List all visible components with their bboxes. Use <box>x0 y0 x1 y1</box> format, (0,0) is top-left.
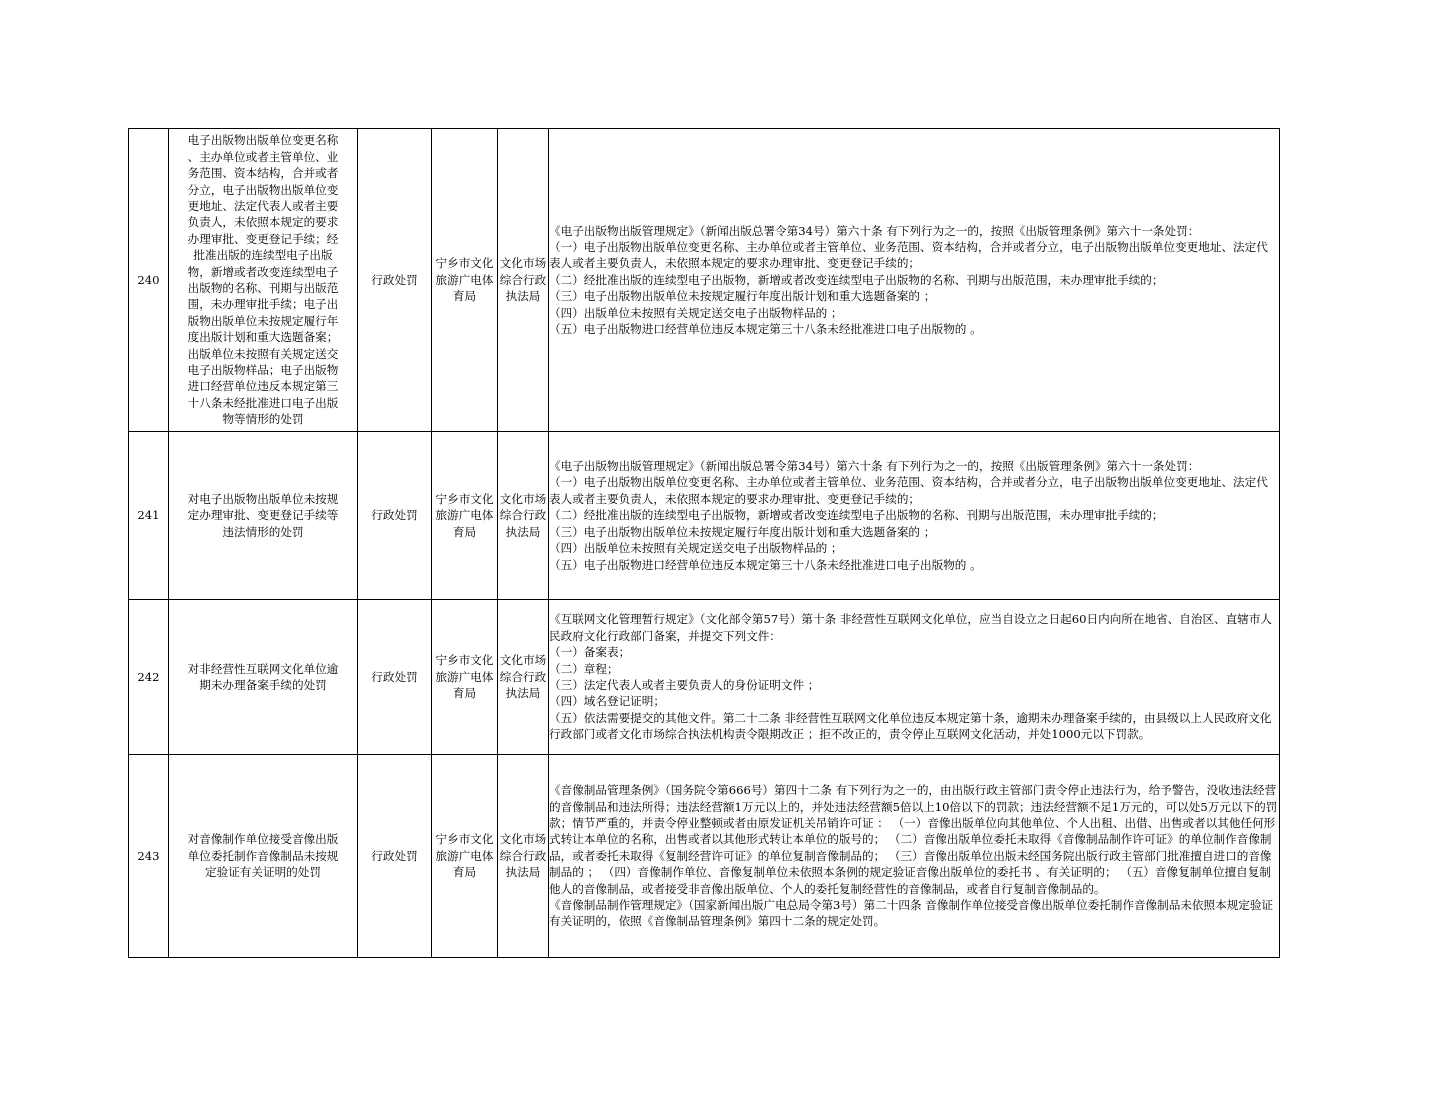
item-name-line: 期未办理备案手续的处罚 <box>199 678 327 692</box>
item-name-line: 对音像制作单位接受音像出版 <box>187 832 339 847</box>
item-name-line: 版物出版单位未按规定履行年 <box>187 313 339 328</box>
enforcement-agency: 文化市场综合行政执法局 <box>498 600 549 755</box>
item-name-line: 进口经营单位违反本规定第三 <box>187 379 339 394</box>
item-name-line: 办理审批、变更登记手续；经 <box>187 231 339 246</box>
legal-basis-paragraph: 《电子出版物出版管理规定》（新闻出版总署令第34号）第六十条 有下列行为之一的，按照《出版管理条例》第六十一条处罚： <box>549 459 1200 474</box>
legal-basis <box>549 432 1280 600</box>
legal-basis-paragraph: （三）电子出版物出版单位未按规定履行年度出版计划和重大选题备案的 ； <box>549 289 936 304</box>
power-type: 行政处罚 <box>358 600 432 755</box>
penalty-table <box>128 128 1280 958</box>
table-row <box>129 600 1280 755</box>
item-name-line: 定验证有关证明的处罚 <box>205 865 321 880</box>
item-name-line: 电子出版物出版单位变更名称 <box>187 133 339 148</box>
responsible-department: 宁乡市文化旅游广电体育局 <box>432 432 498 600</box>
enforcement-agency: 文化市场综合行政执法局 <box>498 755 549 958</box>
legal-basis <box>549 755 1280 958</box>
item-name-line: 负责人，未依照本规定的要求 <box>187 215 339 230</box>
item-name-line: 批准出版的连续型电子出版 <box>193 248 333 263</box>
table-row <box>129 432 1280 600</box>
legal-basis-paragraph: 《互联网文化管理暂行规定》（文化部令第57号）第十条 非经营性互联网文化单位，应当自设立之日起60日内向所在地省、自治区、直辖市人民政府文化行政部门备案，并提交下列文件： <box>549 612 1273 643</box>
legal-basis-paragraph: （四）域名登记证明； <box>549 694 665 709</box>
item-name-line: 定办理审批、变更登记手续等 <box>187 508 339 523</box>
legal-basis-paragraph: （四）出版单位未按照有关规定送交电子出版物样品的 ； <box>549 305 843 320</box>
row-number: 243 <box>129 755 169 958</box>
enforcement-agency: 文化市场综合行政执法局 <box>498 129 549 432</box>
legal-basis-paragraph: （五）电子出版物进口经营单位违反本规定第三十八条未经批准进口电子出版物的 。 <box>549 322 982 337</box>
item-name-line: 度出版计划和重大选题备案； <box>187 330 339 345</box>
item-name-line: 十八条未经批准进口电子出版 <box>187 395 339 410</box>
legal-basis-paragraph: （一）电子出版物出版单位变更名称、主办单位或者主管单位、业务范围、资本结构，合并或者分立，电子出版物出版单位变更地址、法定代表人或者主要负责人，未依照本规定的要求办理审批、变更登记手续的； <box>549 475 1268 506</box>
legal-basis-paragraph: （四）出版单位未按照有关规定送交电子出版物样品的 ； <box>549 541 843 556</box>
power-type: 行政处罚 <box>358 129 432 432</box>
legal-basis-paragraph: （三）电子出版物出版单位未按规定履行年度出版计划和重大选题备案的 ； <box>549 524 936 539</box>
item-name-line: 对电子出版物出版单位未按规 <box>187 491 339 506</box>
legal-basis-paragraph: （二）章程； <box>549 661 619 676</box>
legal-basis-paragraph: （二）经批准出版的连续型电子出版物，新增或者改变连续型电子出版物的名称、刊期与出版范围，未办理审批手续的； <box>549 508 1164 523</box>
legal-basis-paragraph: 《电子出版物出版管理规定》（新闻出版总署令第34号）第六十条 有下列行为之一的，按照《出版管理条例》第六十一条处罚： <box>549 223 1200 238</box>
item-name <box>169 600 358 755</box>
item-name-line: 物等情形的处罚 <box>222 412 304 427</box>
item-name <box>169 755 358 958</box>
item-name-line: 更地址、法定代表人或者主要 <box>187 198 339 213</box>
item-name-line: 违法情形的处罚 <box>222 524 304 539</box>
item-name <box>169 129 358 432</box>
legal-basis-paragraph: （五）依法需要提交的其他文件。第二十二条 非经营性互联网文化单位违反本规定第十条，逾期未办理备案手续的，由县级以上人民政府文化行政部门或者文化市场综合执法机构责令限期改正 ；拒不改正的，责令停止互联网文化活动，并处1000元以下罚款。 <box>549 710 1272 742</box>
item-name-line: 分立，电子出版物出版单位变 <box>187 182 339 197</box>
item-name-line: 、主办单位或者主管单位、业 <box>187 149 339 164</box>
responsible-department: 宁乡市文化旅游广电体育局 <box>432 755 498 958</box>
responsible-department: 宁乡市文化旅游广电体育局 <box>432 129 498 432</box>
row-number: 241 <box>129 432 169 600</box>
legal-basis <box>549 600 1280 755</box>
item-name-line: 出版单位未按照有关规定送交 <box>187 346 339 361</box>
legal-basis-paragraph: 《音像制品管理条例》（国务院令第666号）第四十二条 有下列行为之一的，由出版行政主管部门责令停止违法行为，给予警告，没收违法经营的音像制品和违法所得；违法经营额1万元以上的，并处违法经营额5倍以上10倍以下的罚款；违法经营额不足1万元的，可以处5万元以下的罚款；情节严重的，并责令停业整顿或者由原发证机关吊销许可证 ： （一）音像出版单位向其他单位、个人出租、出借、出售或者以其他任何形式转让本单位的名称，出售或者以其他形式转让本单位的版号的； （二）音像出版单位委托未取得《音像制品制作许可证》的单位制作音像制品，或者委托未取得《复制经营许可证》的单位复制音像制品的； （三）音像出版单位出版未经国务院出版行政主管部门批准擅自进口的音像制品的 ； （四）音像制作单位、音像复制单位未依照本条例的规定验证音像出版单位的委托书 、有关证明的； （五）音像复制单位擅自复制他人的音像制品，或者接受非音像出版单位、个人的委托复制经营性的音像制品，或者自行复制音像制品的。 <box>549 783 1278 896</box>
responsible-department: 宁乡市文化旅游广电体育局 <box>432 600 498 755</box>
item-name-line: 物，新增或者改变连续型电子 <box>187 264 339 279</box>
legal-basis-paragraph: 《音像制品制作管理规定》（国家新闻出版广电总局令第3号）第二十四条 音像制作单位接受音像出版单位委托制作音像制品未依照本规定验证有关证明的，依照《音像制品管理条例》第四十二条的规定处罚。 <box>549 898 1274 929</box>
legal-basis-paragraph: （一）备案表； <box>549 645 631 660</box>
power-type: 行政处罚 <box>358 755 432 958</box>
item-name <box>169 432 358 600</box>
legal-basis-paragraph: （二）经批准出版的连续型电子出版物，新增或者改变连续型电子出版物的名称、刊期与出版范围，未办理审批手续的； <box>549 272 1164 287</box>
table-row <box>129 755 1280 958</box>
legal-basis-paragraph: （一）电子出版物出版单位变更名称、主办单位或者主管单位、业务范围、资本结构，合并或者分立，电子出版物出版单位变更地址、法定代表人或者主要负责人，未依照本规定的要求办理审批、变更登记手续的； <box>549 239 1268 271</box>
row-number: 240 <box>129 129 169 432</box>
item-name-line: 务范围、资本结构，合并或者 <box>187 166 339 181</box>
item-name-line: 对非经营性互联网文化单位逾 <box>187 661 339 676</box>
row-number: 242 <box>129 600 169 755</box>
legal-basis <box>549 129 1280 432</box>
item-name-line: 出版物的名称、刊期与出版范 <box>187 281 339 295</box>
item-name-line: 单位委托制作音像制品未按规 <box>187 848 339 863</box>
enforcement-agency: 文化市场综合行政执法局 <box>498 432 549 600</box>
item-name-line: 电子出版物样品；电子出版物 <box>187 363 339 378</box>
table-row <box>129 129 1280 432</box>
legal-basis-paragraph: （五）电子出版物进口经营单位违反本规定第三十八条未经批准进口电子出版物的 。 <box>549 557 982 572</box>
item-name-line: 围，未办理审批手续；电子出 <box>187 297 339 312</box>
power-type: 行政处罚 <box>358 432 432 600</box>
legal-basis-paragraph: （三）法定代表人或者主要负责人的身份证明文件 ； <box>549 678 820 692</box>
